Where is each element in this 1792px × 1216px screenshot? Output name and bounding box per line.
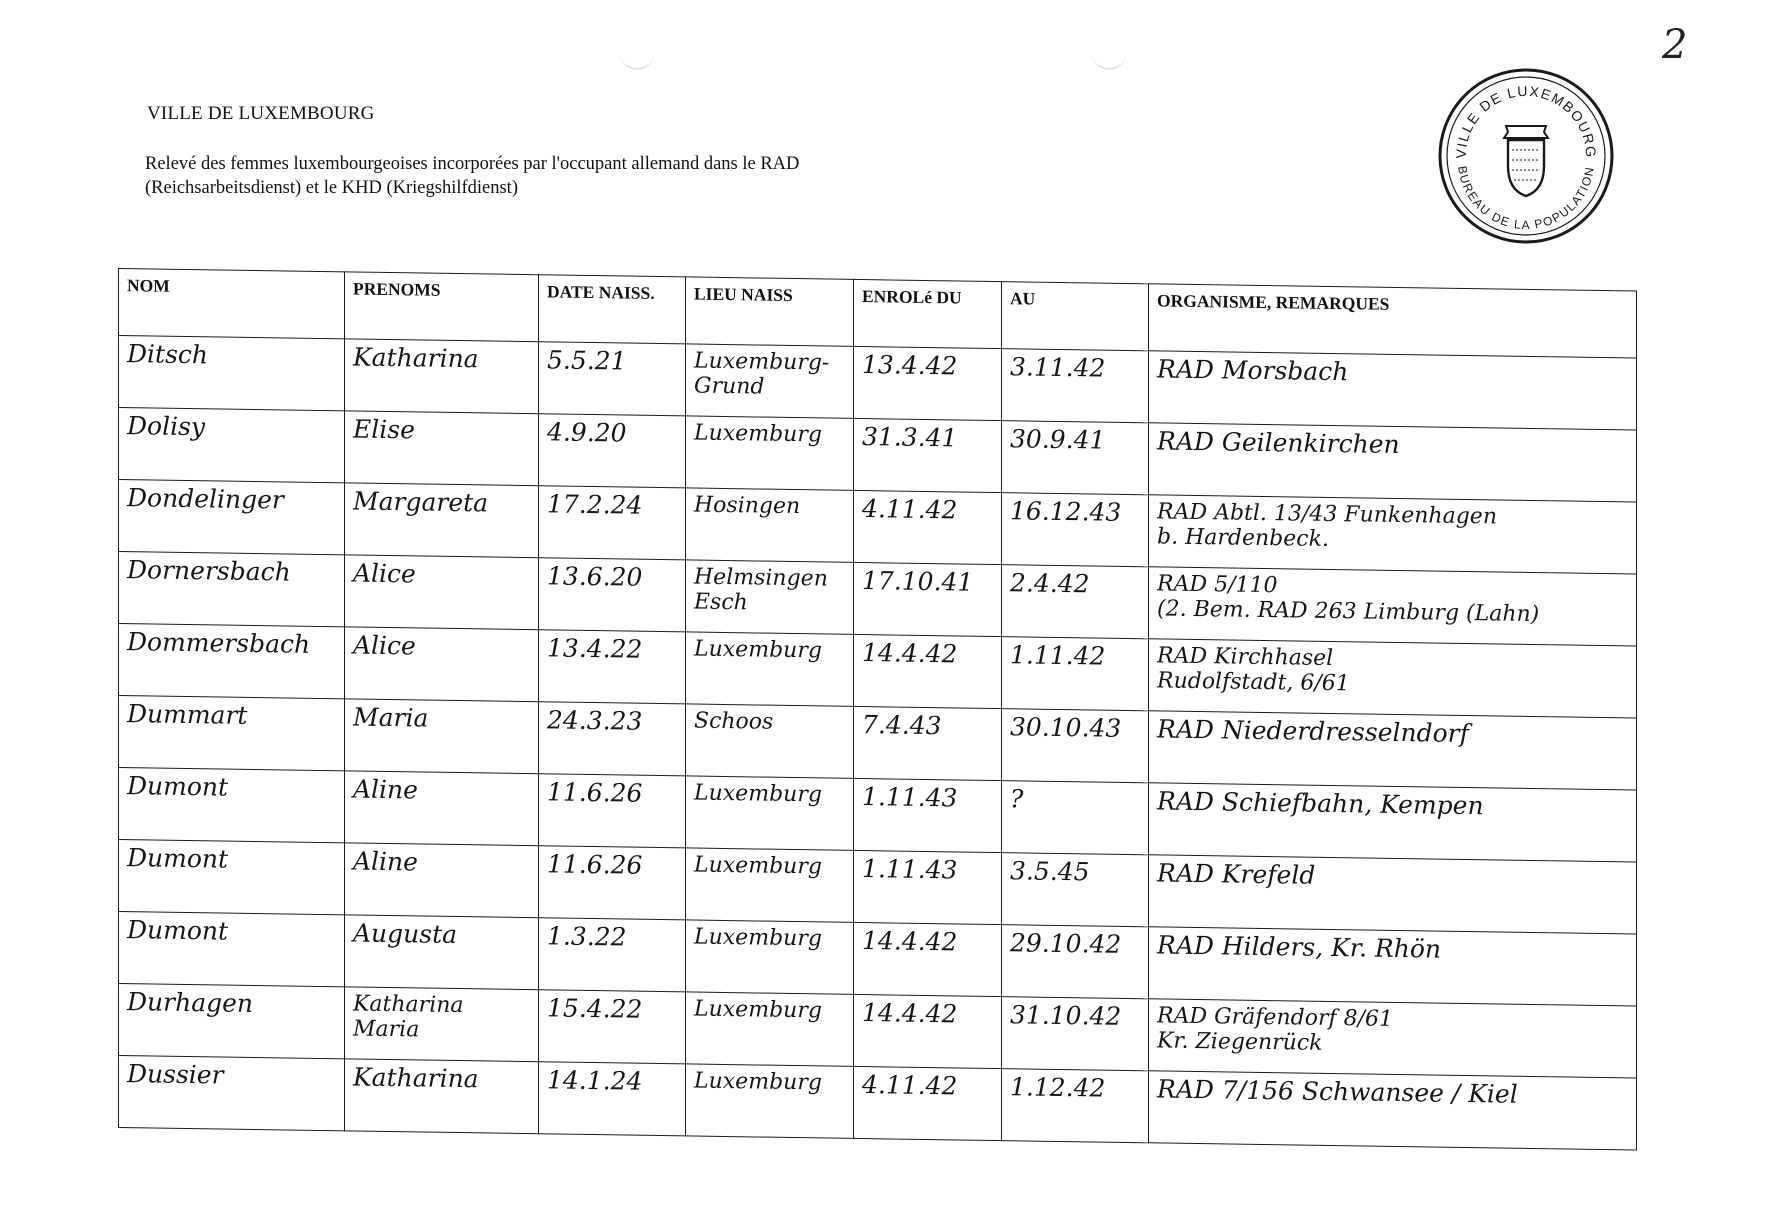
cell-au: 3.5.45 xyxy=(1010,856,1090,887)
header-prenoms: PRENOMS xyxy=(345,272,539,342)
cell-prenoms: Aline xyxy=(353,846,418,877)
cell-enrole-du: 4.11.42 xyxy=(862,494,958,525)
cell-nom: Dumont xyxy=(127,843,229,874)
cell-lieu-naissance: Luxemburg xyxy=(694,420,822,448)
cell-organisme: RAD Schiefbahn, Kempen xyxy=(1157,786,1484,821)
cell-date-naissance: 13.4.22 xyxy=(547,633,643,664)
header-au: AU xyxy=(1002,282,1149,351)
official-stamp xyxy=(1436,66,1616,246)
cell-lieu-naissance: Luxemburg xyxy=(694,636,822,664)
cell-lieu-naissance: Luxemburg xyxy=(694,852,822,880)
cell-organisme: RAD 5/110 (2. Bem. RAD 263 Limburg (Lahn) xyxy=(1157,571,1540,628)
cell-au: 1.12.42 xyxy=(1010,1072,1106,1103)
cell-enrole-du: 13.4.42 xyxy=(862,350,958,381)
cell-organisme: RAD 7/156 Schwansee / Kiel xyxy=(1157,1074,1518,1109)
cell-prenoms: Alice xyxy=(353,630,416,661)
header-organisme-remarques: ORGANISME, REMARQUES xyxy=(1149,284,1637,358)
cell-prenoms: Aline xyxy=(353,774,418,805)
cell-organisme: RAD Abtl. 13/43 Funkenhagen b. Hardenbeck. xyxy=(1157,499,1497,552)
cell-lieu-naissance: Hosingen xyxy=(694,492,801,520)
cell-prenoms: Katharina xyxy=(353,1062,479,1094)
cell-au: 2.4.42 xyxy=(1010,568,1090,599)
cell-enrole-du: 14.4.42 xyxy=(862,638,958,669)
cell-enrole-du: 4.11.42 xyxy=(862,1070,958,1101)
cell-lieu-naissance: Luxemburg xyxy=(694,924,822,952)
cell-lieu-naissance: Luxemburg xyxy=(694,1068,822,1096)
page-number: 2 xyxy=(1662,22,1688,68)
cell-nom: Dussier xyxy=(127,1059,224,1090)
cell-enrole-du: 31.3.41 xyxy=(862,422,958,453)
cell-nom: Durhagen xyxy=(127,987,254,1019)
cell-nom: Dommersbach xyxy=(127,627,311,659)
punch-hole-left xyxy=(620,50,654,70)
cell-organisme: RAD Gräfendorf 8/61 Kr. Ziegenrück xyxy=(1157,1003,1394,1056)
cell-organisme: RAD Krefeld xyxy=(1157,858,1316,890)
cell-enrole-du: 1.11.43 xyxy=(862,782,958,813)
cell-nom: Dummart xyxy=(127,699,248,730)
cell-nom: Dornersbach xyxy=(127,555,291,587)
cell-prenoms: Katharina xyxy=(353,342,479,374)
cell-lieu-naissance: Helmsingen Esch xyxy=(694,564,828,616)
coat-of-arms-icon xyxy=(1504,126,1548,196)
cell-enrole-du: 14.4.42 xyxy=(862,998,958,1029)
cell-lieu-naissance: Schoos xyxy=(694,708,774,735)
cell-date-naissance: 11.6.26 xyxy=(547,849,643,880)
cell-prenoms: Margareta xyxy=(353,486,489,518)
cell-organisme: RAD Geilenkirchen xyxy=(1157,426,1400,460)
cell-enrole-du: 1.11.43 xyxy=(862,854,958,885)
stamp-bottom-text: BUREAU DE LA POPULATION xyxy=(1455,164,1597,233)
cell-date-naissance: 4.9.20 xyxy=(547,417,627,448)
roster-table xyxy=(118,268,1637,1151)
document-description: Relevé des femmes luxembourgeoises incorporées par l'occupant allemand dans le RAD (Reichsarbeitsdienst) et le KHD (Kriegshilfdienst) xyxy=(145,154,800,198)
cell-nom: Dumont xyxy=(127,771,229,802)
roster-table-container xyxy=(118,268,1636,1211)
header-nom: NOM xyxy=(119,269,345,339)
stamp-top-text: VILLE DE LUXEMBOURG xyxy=(1452,82,1600,159)
cell-au: 16.12.43 xyxy=(1010,496,1122,527)
punch-hole-right xyxy=(1092,50,1126,70)
cell-enrole-du: 14.4.42 xyxy=(862,926,958,957)
cell-organisme: RAD Kirchhasel Rudolfstadt, 6/61 xyxy=(1157,643,1350,697)
header-date-naissance: DATE NAISS. xyxy=(539,275,686,344)
cell-organisme: RAD Morsbach xyxy=(1157,354,1349,387)
cell-lieu-naissance: Luxemburg xyxy=(694,996,822,1024)
cell-enrole-du: 7.4.43 xyxy=(862,710,942,741)
svg-text:BUREAU DE LA POPULATION xyxy=(1455,165,1597,232)
cell-nom: Dumont xyxy=(127,915,229,946)
cell-date-naissance: 24.3.23 xyxy=(547,705,643,736)
header-lieu-naissance: LIEU NAISS xyxy=(686,277,854,346)
cell-lieu-naissance: Luxemburg- Grund xyxy=(694,348,830,400)
cell-date-naissance: 1.3.22 xyxy=(547,921,627,952)
cell-au: 30.9.41 xyxy=(1010,424,1106,455)
cell-au: ? xyxy=(1010,784,1024,814)
document-title: VILLE DE LUXEMBOURG xyxy=(147,103,375,124)
cell-prenoms: Katharina Maria xyxy=(353,991,464,1043)
cell-prenoms: Alice xyxy=(353,558,416,589)
cell-nom: Dondelinger xyxy=(127,483,284,515)
cell-date-naissance: 15.4.22 xyxy=(547,993,643,1024)
cell-au: 29.10.42 xyxy=(1010,928,1122,959)
cell-organisme: RAD Hilders, Kr. Rhön xyxy=(1157,930,1441,964)
cell-nom: Ditsch xyxy=(127,339,209,370)
cell-au: 31.10.42 xyxy=(1010,1000,1122,1031)
header-enrole-du: ENROLé DU xyxy=(854,279,1002,348)
cell-au: 30.10.43 xyxy=(1010,712,1122,743)
cell-date-naissance: 13.6.20 xyxy=(547,561,643,592)
cell-date-naissance: 14.1.24 xyxy=(547,1065,643,1096)
cell-date-naissance: 17.2.24 xyxy=(547,489,643,520)
cell-prenoms: Elise xyxy=(353,414,415,445)
cell-date-naissance: 5.5.21 xyxy=(547,345,627,376)
cell-lieu-naissance: Luxemburg xyxy=(694,780,822,808)
cell-nom: Dolisy xyxy=(127,411,206,442)
cell-date-naissance: 11.6.26 xyxy=(547,777,643,808)
cell-prenoms: Maria xyxy=(353,702,429,733)
svg-text:VILLE DE LUXEMBOURG xyxy=(1453,83,1599,159)
cell-au: 3.11.42 xyxy=(1010,352,1106,383)
cell-organisme: RAD Niederdresselndorf xyxy=(1157,714,1469,749)
cell-enrole-du: 17.10.41 xyxy=(862,566,974,597)
cell-prenoms: Augusta xyxy=(353,918,458,950)
cell-au: 1.11.42 xyxy=(1010,640,1106,671)
